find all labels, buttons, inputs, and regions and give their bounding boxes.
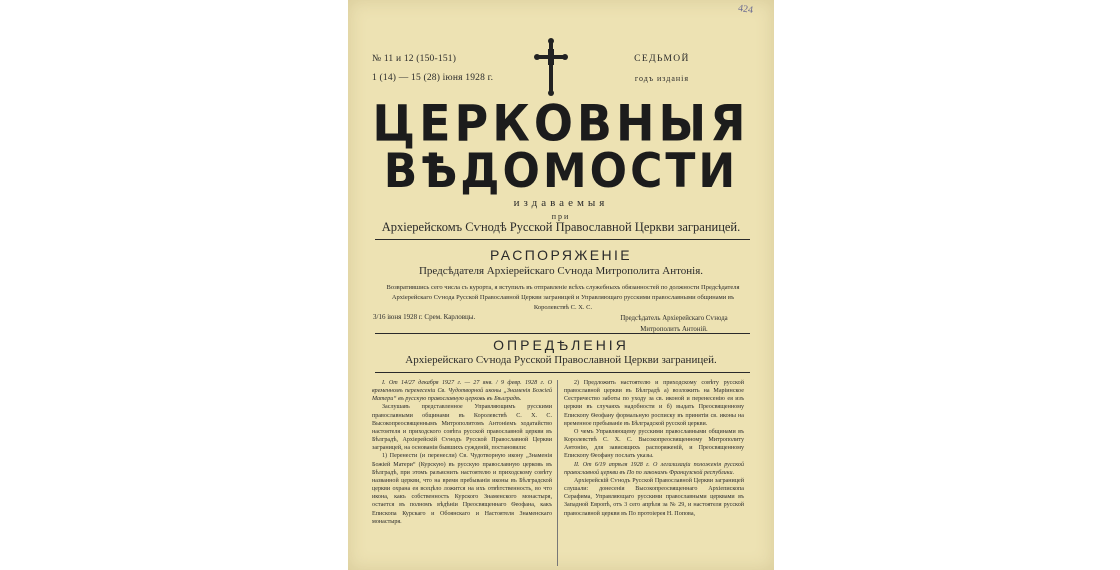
pri-label: при — [551, 212, 571, 221]
notice-heading: РАСПОРЯЖЕНIЕ — [489, 247, 633, 263]
section-divider — [375, 333, 750, 334]
article-paragraph: 2) Предложить настоятелю и приходскому совѣту русской православной церкви въ Бѣлградѣ а) возложить на Марiинское Сестричество заботы по уходу за св. иконой и перенесенiю ея изъ церкви въ случаяхъ надобности и б) выдать Преосвященному Епископу Ѳеофану формальную росписку въ принятiи св. иконы на временное пребыванiе въ Бѣлградской русской церкви. — [564, 380, 744, 427]
notice-text: Возвратившись сего числа съ курорта, я вступилъ въ отправленiе всѣхъ служебныхъ обязанностей по должности Предсѣдателя Архiерейскаго Сѵнода Русской Православной Церкви заграницей и Управляющаго русскими православными общинами въ Королевствѣ С. Х. С. — [386, 284, 740, 311]
resolutions-subheading: Архiерейскаго Сѵнода Русской Православной Церкви заграницей. — [405, 354, 717, 366]
signature-title: Предсѣдатель Архiерейскаго Сѵнода — [620, 315, 728, 322]
published-label: издаваемыя — [513, 197, 609, 209]
year-caption: годъ изданiя — [634, 74, 690, 83]
article-paragraph: Архiерейскiй Сѵнодъ Русской Православной Церкви заграницей слушали: донесенiя Высокопреосвященнаго Архiепископа Серафима, Управляющаго русскими православными церквами въ Западной Европѣ, отъ 3 сего апрѣля за № 29, и настоятеля русской православной церкви въ По протоiерея Н. Попова, — [564, 477, 744, 517]
article-paragraph: I. От 14/27 декабря 1927 г. — 27 янв. / 9 февр. 1928 г. О временномъ перенесенiи Св. Чудотворной иконы „Знаменiя Божiей Матери“ въ русскую православную церковь въ Бѣлградѣ. — [372, 380, 552, 403]
masthead-divider — [375, 239, 750, 240]
column-divider — [557, 380, 558, 566]
notice-date: 3/16 iюня 1928 г. Срем. Карловцы. — [373, 313, 476, 321]
article-paragraph: 1) Перенести (и перенесли) Св. Чудотворную икону „Знаменiя Божiей Матери“ (Курскую) въ русскую православную церковь въ Бѣлградѣ, при этомъ разъяснить настоятелю и приходскому совѣту названной церкви, что на время пребыванiя иконы въ Бѣлградской церкви охрана ея всецѣло ложится на ихъ отвѣтственность, во что икона, какъ собственность Курского Знаменского монастыря, остается въ полномъ вѣдѣнiи Преосвященнаго Ѳеофана, какъ Епископа Курскаго и Обоянскаго и Настоятеля Знаменскаго монастыря. — [372, 453, 552, 525]
article-column-right — [564, 379, 744, 518]
article-column-left — [372, 379, 552, 526]
resolutions-divider — [375, 372, 750, 373]
article-paragraph: Заслушавъ представленное Управляющимъ русскими православными общинами въ Королевствѣ С. Х. С. Высокопреосвященнымъ Митрополитомъ Антонiемъ ходатайство настоятеля и приходского совѣта русской православной церкви въ Бѣлградѣ, Архiерейскiй Сѵнодъ Русской Православной Церкви заграницей, на основанiи бывшихъ сужденiй, постановили: — [372, 404, 552, 452]
masthead-title-line2: ВѢДОМОСТИ — [383, 143, 739, 200]
publisher-line: Архiерейскомъ Сѵнодѣ Русской Православной Церкви заграницей. — [381, 220, 741, 234]
signature-name: Митрополитъ Антонiй. — [640, 326, 708, 333]
issue-date: 1 (14) — 15 (28) iюня 1928 г. — [372, 73, 494, 83]
margin-handwritten-note: 424 — [737, 3, 754, 16]
issue-info — [372, 50, 493, 88]
orthodox-cross-icon — [534, 38, 568, 96]
issue-number: № 11 и 12 (150-151) — [372, 54, 457, 64]
publication-year — [622, 50, 702, 88]
article-paragraph: О чемъ Управляющему русскими православными общинами въ Королевствѣ С. Х. С. Высокопреосвященному Митрополиту Антонiю, для зависящихъ распоряженiй, и Преосвященному Епископу Ѳеофану послать указы. — [564, 428, 744, 460]
masthead-title-line1: ЦЕРКОВНЫЯ — [372, 93, 750, 153]
notice-subheading: Предсѣдателя Архiерейскаго Сѵнода Митрополита Антонiя. — [418, 265, 704, 277]
notice-signature — [604, 313, 744, 335]
article-paragraph: II. От 6/19 апрѣля 1928 г. О легализацiи положенiя русской православной церкви въ По по законамъ Французской республики. — [564, 461, 744, 476]
resolutions-heading: ОПРЕДѢЛЕНIЯ — [493, 337, 629, 353]
year-word: СЕДЬМОЙ — [634, 54, 690, 64]
